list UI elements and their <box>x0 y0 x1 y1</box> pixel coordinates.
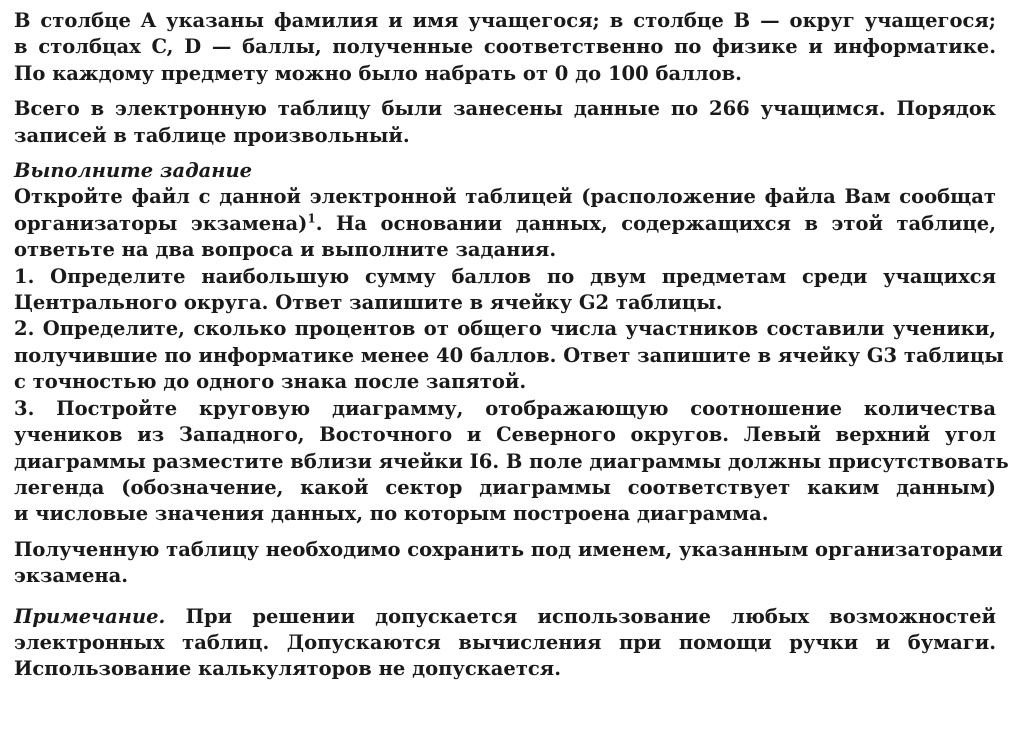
q2-line-3: с точностью до одного знака после запятой. <box>14 370 527 394</box>
note-line-1 <box>14 604 996 630</box>
intro-paragraph <box>14 8 996 87</box>
q3-line-5: и числовые значения данных, по которым построена диаграмма. <box>14 502 769 526</box>
q3-line-2: учеников из Западного, Восточного и Северного округов. Левый верхний угол <box>14 423 996 447</box>
save-line-1: Полученную таблицу необходимо сохранить под именем, указанным организаторами <box>14 537 1003 561</box>
footnote-mark: 1 <box>307 211 316 226</box>
intro-line-2: в столбцах C, D — баллы, полученные соответственно по физике и информатике. <box>14 35 996 59</box>
intro-line-3: По каждому предмету можно было набрать от 0 до 100 баллов. <box>14 61 742 85</box>
q1-line-1: 1. Определите наибольшую сумму баллов по двум предметам среди учащихся <box>14 264 996 288</box>
records-line-1: Всего в электронную таблицу были занесены данные по 266 учащимся. Порядок <box>14 97 996 121</box>
q3-line-1: 3. Постройте круговую диаграмму, отображающую соотношение количества <box>14 396 996 420</box>
note-label: Примечание. <box>14 604 166 628</box>
q2-line-2: получившие по информатике менее 40 баллов. Ответ запишите в ячейку G3 таблицы <box>14 343 1004 367</box>
question-1 <box>14 264 996 317</box>
intro-line-1: В столбце A указаны фамилия и имя учащегося; в столбце B — округ учащегося; <box>14 9 996 32</box>
task-open-line-2-end: . На основании данных, содержащихся в этой таблице, <box>315 211 996 235</box>
task-heading: Выполните задание <box>14 159 253 183</box>
task-open-paragraph <box>14 184 996 263</box>
q1-line-2: Центрального округа. Ответ запишите в ячейку G2 таблицы. <box>14 291 723 315</box>
document-page <box>14 8 1009 683</box>
records-paragraph <box>14 96 996 149</box>
question-2 <box>14 316 1004 395</box>
save-line-2: экзамена. <box>14 564 129 588</box>
save-paragraph <box>14 537 1003 590</box>
task-open-line-1: Откройте файл с данной электронной таблицей (расположение файла Вам сообщат <box>14 185 996 209</box>
q2-line-1: 2. Определите, сколько процентов от общего числа участников составили ученики, <box>14 317 996 341</box>
task-open-line-2-start: организаторы экзамена) <box>14 211 308 235</box>
q3-line-4: легенда (обозначение, какой сектор диаграммы соответствует каким данным) <box>14 475 996 499</box>
question-3 <box>14 396 1009 528</box>
note-line-3: Использование калькуляторов не допускается. <box>14 657 561 681</box>
records-line-2: записей в таблице произвольный. <box>14 123 410 147</box>
note-paragraph <box>14 604 996 683</box>
task-open-line-2 <box>14 211 996 237</box>
task-open-line-3: ответьте на два вопроса и выполните задания. <box>14 238 557 262</box>
note-line-1-rest: При решении допускается использование любых возможностей <box>165 604 996 628</box>
note-line-2: электронных таблиц. Допускаются вычисления при помощи ручки и бумаги. <box>14 630 996 654</box>
q3-line-3: диаграммы разместите вблизи ячейки I6. В поле диаграммы должны присутствовать <box>14 449 1009 473</box>
